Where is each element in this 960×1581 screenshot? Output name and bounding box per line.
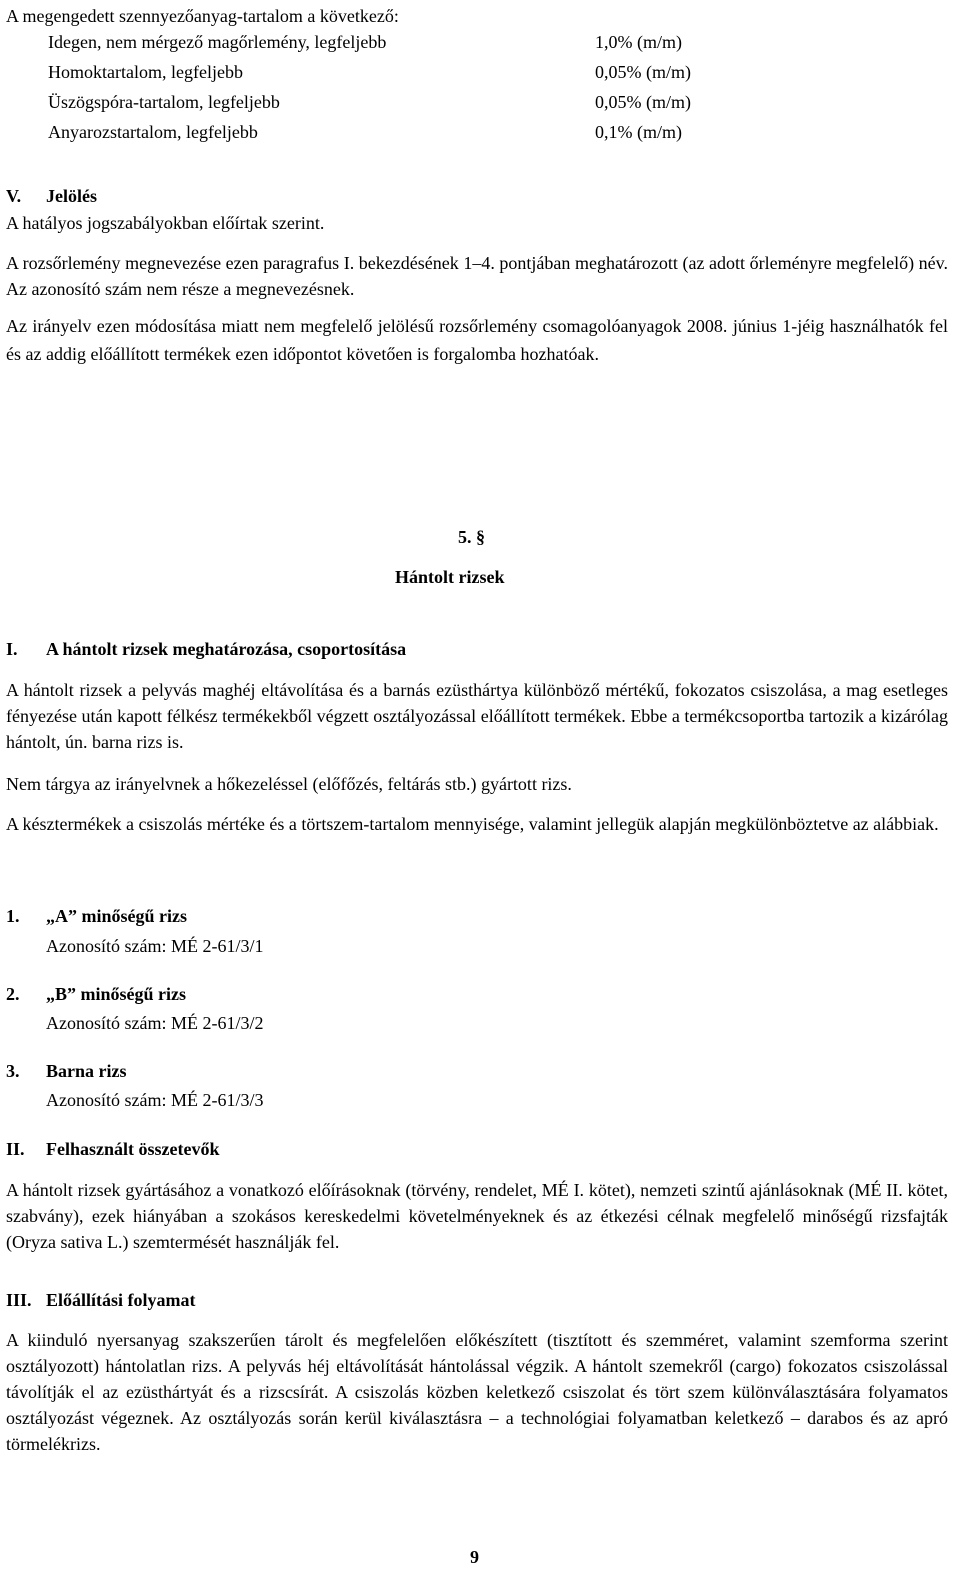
paragraph-symbol: § [476,527,485,547]
section-v-heading [6,183,97,209]
list-item-title: „B” minőségű rizs [46,984,187,1004]
list-item-number: 3. [6,1061,20,1081]
chapter-title: Hántolt rizsek [395,567,505,587]
contaminant-label: Anyarozstartalom, legfeljebb [48,122,258,142]
list-item-id: Azonosító szám: MÉ 2-61/3/1 [46,936,264,956]
contaminant-value: 0,05% (m/m) [595,92,691,112]
contaminant-value: 0,1% (m/m) [595,122,682,142]
list-item-title: „A” minőségű rizs [46,906,187,926]
section-v-paragraph: Az irányelv ezen módosítása miatt nem megfelelő jelölésű rozsőrlemény csomagolóanyagok 2008. június 1-jéig használhatók fel és az addig előállított termékek ezen időpontot követően is forgalomba hozhatóak. [6,316,948,364]
section-title: Jelölés [46,186,97,206]
section-i-heading [6,636,406,662]
list-item-heading [6,903,187,929]
section-iii-paragraph: A kiinduló nyersanyag szakszerűen tárolt és megfelelően előkészített (tisztított és szemméret, valamint szemforma szerint osztályozott) hántolatlan rizs. A pelyvás héj eltávolítását hántolással végzik. A hántolt szemekről (cargo) fokozatos csiszolással távolítják el az ezüsthártyát és a rizscsírát. A csiszolás közben keletkező csiszolat és tört szem különválasztására folyamatos osztályozást végeznek. Az osztályozás során kerül kiválasztásra ‒ a technológiai folyamatban keletkező ‒ darabos és az apró törmelékrizs. [6,1330,948,1454]
section-ii-paragraph: A hántolt rizsek gyártásához a vonatkozó előírásoknak (törvény, rendelet, MÉ I. kötet), nemzeti szintű ajánlásoknak (MÉ II. kötet, szabvány), ezek hiányában a szokásos kereskedelmi követelményeknek és az étkezési célnak megfelelő minőségű rizsfajták (Oryza sativa L.) szemtermését használják fel. [6,1180,948,1252]
contaminant-value: 0,05% (m/m) [595,62,691,82]
section-number: I. [6,639,18,659]
contaminant-label: Homoktartalom, legfeljebb [48,62,243,82]
contaminant-label: Idegen, nem mérgező magőrlemény, legfeljebb [48,32,387,52]
list-item-number: 2. [6,984,20,1004]
section-v-paragraph: A hatályos jogszabályokban előírtak szerint. [6,213,325,233]
chapter-number-text: 5. [458,527,472,547]
contaminants-intro: A megengedett szennyezőanyag-tartalom a következő: [6,6,399,26]
list-item-number: 1. [6,906,20,926]
section-number: II. [6,1139,25,1159]
section-title: A hántolt rizsek meghatározása, csoportosítása [46,639,407,659]
contaminant-label: Üszögspóra-tartalom, legfeljebb [48,92,280,112]
section-ii-heading [6,1136,219,1162]
page-number: 9 [470,1547,479,1567]
section-iii-heading [6,1287,196,1313]
section-i-paragraph: A hántolt rizsek a pelyvás maghéj eltávolítása és a barnás ezüsthártya különböző mértékű, fokozatos csiszolása, a mag esetleges fényezése után kapott félkész termékekből végzett osztályozással előállított termékek. Ebbe a termékcsoportba tartozik a kizárólag hántolt, ún. barna rizs is. [6,680,948,752]
section-title: Előállítási folyamat [46,1290,196,1310]
contaminant-value: 1,0% (m/m) [595,32,682,52]
list-item-id: Azonosító szám: MÉ 2-61/3/3 [46,1090,264,1110]
section-number: V. [6,186,22,206]
list-item-heading [6,1058,127,1084]
list-item-id: Azonosító szám: MÉ 2-61/3/2 [46,1013,264,1033]
section-i-paragraph: Nem tárgya az irányelvnek a hőkezeléssel (előfőzés, feltárás stb.) gyártott rizs. [6,774,572,794]
section-number: III. [6,1290,32,1310]
list-item-title: Barna rizs [46,1061,127,1081]
section-title: Felhasznált összetevők [46,1139,220,1159]
chapter-number [458,524,485,550]
list-item-heading [6,981,186,1007]
section-i-paragraph: A késztermékek a csiszolás mértéke és a törtszem-tartalom mennyisége, valamint jellegük alapján megkülönböztetve az alábbiak. [6,814,939,834]
section-v-paragraph: A rozsőrlemény megnevezése ezen paragrafus I. bekezdésének 1‒4. pontjában meghatározott (az adott őrleményre megfelelő) név. Az azonosító szám nem része a megnevezésnek. [6,253,948,299]
